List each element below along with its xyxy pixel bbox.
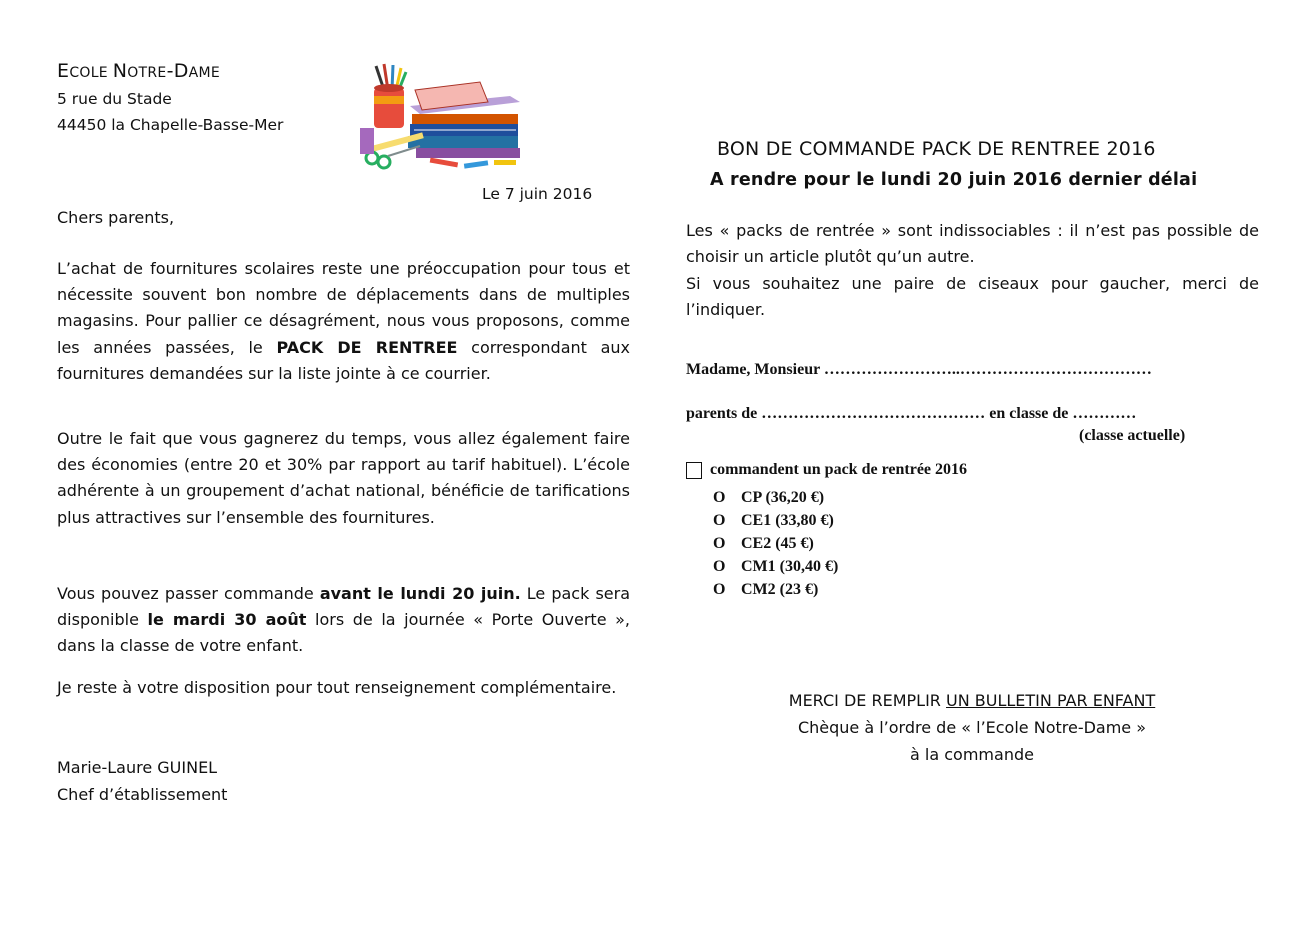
signature — [57, 754, 227, 808]
child-class-field[interactable]: parents de …………………………………… en classe de ………… — [686, 405, 1137, 422]
pack-option-cp[interactable]: O CP (36,20 €) — [713, 489, 825, 506]
letter-paragraph-3: Vous pouvez passer commande avant le lundi 20 juin. Le pack sera disponible le mardi 30 août lors de la journée « Porte Ouverte », dans la classe de votre enfant. — [57, 584, 631, 656]
pack-de-rentree-emphasis: PACK DE RENTREE — [276, 337, 458, 357]
cheque-line: Chèque à l’ordre de « l’Ecole Notre-Dame » — [797, 718, 1147, 737]
letter-date: Le 7 juin 2016 — [482, 185, 593, 203]
merci-line: MERCI DE REMPLIR UN BULLETIN PAR ENFANT — [788, 691, 1156, 710]
signature-name: Marie-Laure GUINEL — [57, 758, 218, 777]
class-note: (classe actuelle) — [1079, 427, 1186, 444]
letter-paragraph-4: Je reste à votre disposition pour tout renseignement complémentaire. — [57, 678, 617, 697]
pack-option-ce2[interactable]: O CE2 (45 €) — [713, 535, 814, 552]
closing-instructions — [692, 687, 1252, 768]
school-supplies-illustration — [360, 62, 532, 174]
pack-option-cm2[interactable]: O CM2 (23 €) — [713, 581, 819, 598]
signature-role: Chef d’établissement — [57, 785, 228, 804]
school-street: 5 rue du Stade — [57, 90, 172, 108]
order-form-deadline: A rendre pour le lundi 20 juin 2016 dernier délai — [710, 170, 1198, 190]
cheque-line-2: à la commande — [910, 745, 1034, 764]
pack-options-list — [713, 486, 838, 601]
order-intro-1: Les « packs de rentrée » sont indissociables : il n’est pas possible de choisir un article plutôt qu’un autre. — [686, 221, 1259, 267]
letter-paragraph-2: Outre le fait que vous gagnerez du temps, vous allez également faire des économies (entre 20 et 30% par rapport au tarif habituel). L’école adhérente à un groupement d’achat national, bénéficie de tarifications plus attractives sur l’ensemble des fournitures. — [57, 429, 630, 527]
parent-name-field[interactable]: Madame, Monsieur ……………………..……………………………… — [686, 361, 1152, 378]
school-address — [57, 86, 283, 138]
pack-option-ce1[interactable]: O CE1 (33,80 €) — [713, 512, 834, 529]
salutation: Chers parents, — [57, 208, 175, 227]
school-name: ECOLE NOTRE-DAME — [57, 60, 221, 82]
letter-paragraph-1: L’achat de fournitures scolaires reste une préoccupation pour tous et nécessite souvent bon nombre de déplacements dans de multiples magasins. Pour pallier ce désagrément, nous vous proposons, comme les années passées, le PACK DE RENTREE correspondant aux fournitures demandées sur la liste jointe à ce courrier. — [57, 259, 631, 383]
pack-option-cm1[interactable]: O CM1 (30,40 €) — [713, 558, 839, 575]
order-intro-2: Si vous souhaitez une paire de ciseaux pour gaucher, merci de l’indiquer. — [686, 274, 1259, 320]
order-checkbox-row[interactable] — [686, 461, 967, 479]
order-checkbox-label: commandent un pack de rentrée 2016 — [710, 461, 968, 478]
order-form-title: BON DE COMMANDE PACK DE RENTREE 2016 — [717, 138, 1156, 160]
order-checkbox[interactable] — [686, 462, 702, 479]
school-city: 44450 la Chapelle-Basse-Mer — [57, 116, 284, 134]
